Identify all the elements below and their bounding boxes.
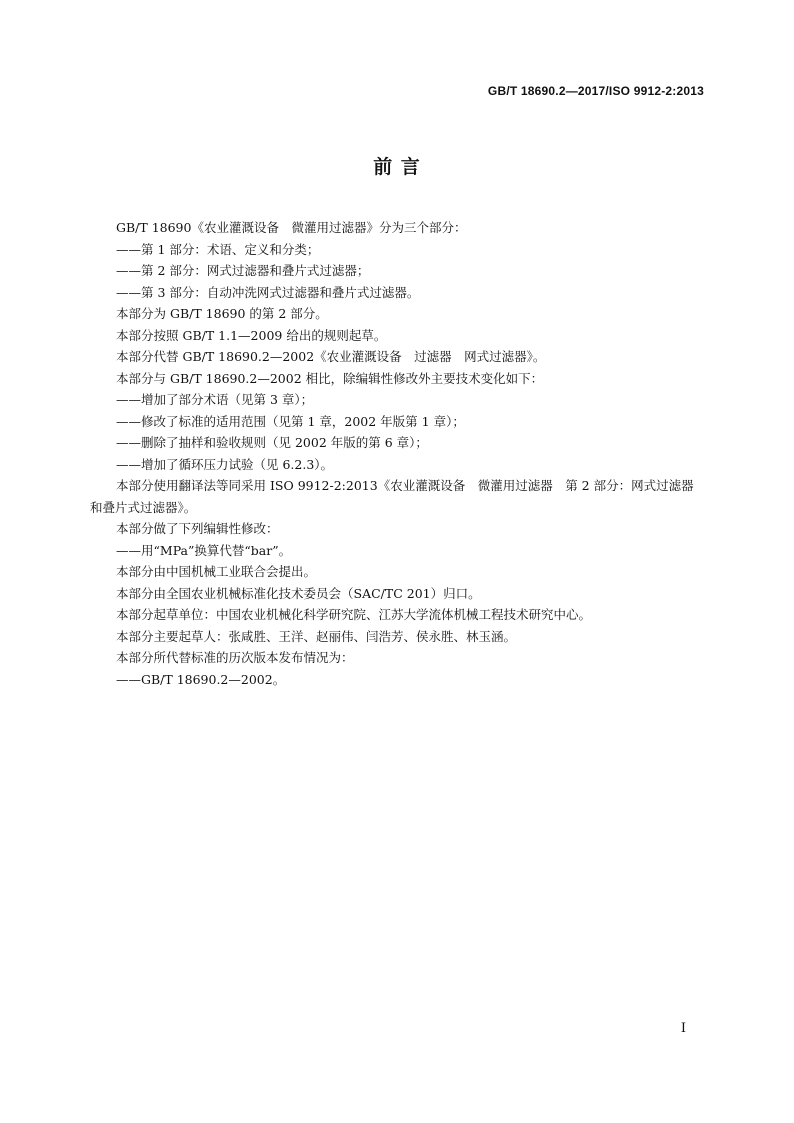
list-item: ——修改了标准的适用范围（见第 1 章，2002 年版第 1 章）；	[116, 413, 465, 429]
paragraph: 本部分使用翻译法等同采用 ISO 9912-2:2013《农业灌溉设备 微灌用过滤器 第 2 部分：网式过滤器和叠片式过滤器》。	[90, 478, 694, 515]
list-item: ——删除了抽样和验收规则（见 2002 年版的第 6 章）；	[116, 435, 428, 450]
page-number: I	[680, 1021, 686, 1036]
list-item: ——增加了部分术语（见第 3 章）；	[116, 392, 314, 407]
paragraph: 本部分所代替标准的历次版本发布情况为：	[116, 650, 354, 665]
paragraph: 本部分代替 GB/T 18690.2—2002《农业灌溉设备 过滤器 网式过滤器》。	[116, 349, 546, 364]
paragraph: 本部分起草单位：中国农业机械化科学研究院、江苏大学流体机械工程技术研究中心。	[116, 607, 592, 622]
list-item: ——第 2 部分：网式过滤器和叠片式过滤器；	[116, 263, 370, 278]
list-item: ——GB/T 18690.2—2002。	[116, 671, 286, 687]
paragraph: 本部分为 GB/T 18690 的第 2 部分。	[116, 306, 328, 321]
preface-body	[90, 217, 706, 690]
list-item: ——第 1 部分：术语、定义和分类；	[116, 241, 320, 257]
paragraph: 本部分由中国机械工业联合会提出。	[116, 564, 317, 579]
list-item: ——用“MPa”换算代替“bar”。	[116, 542, 292, 558]
paragraph: 本部分由全国农业机械标准化技术委员会（SAC/TC 201）归口。	[116, 585, 481, 601]
page-title: 前 言	[373, 156, 421, 178]
paragraph: 本部分按照 GB/T 1.1—2009 给出的规则起草。	[116, 327, 387, 343]
list-item: ——增加了循环压力试验（见 6.2.3）。	[116, 456, 334, 472]
paragraph: 本部分与 GB/T 18690.2—2002 相比，除编辑性修改外主要技术变化如下：	[116, 370, 544, 386]
paragraph: GB/T 18690《农业灌溉设备 微灌用过滤器》分为三个部分：	[116, 220, 467, 235]
standard-code-header: GB/T 18690.2—2017/ISO 9912-2:2013	[487, 84, 704, 98]
paragraph: 本部分做了下列编辑性修改：	[116, 521, 279, 536]
paragraph: 本部分主要起草人：张咸胜、王洋、赵丽伟、闫浩芳、侯永胜、林玉涵。	[116, 628, 517, 644]
list-item: ——第 3 部分：自动冲洗网式过滤器和叠片式过滤器。	[116, 284, 420, 300]
